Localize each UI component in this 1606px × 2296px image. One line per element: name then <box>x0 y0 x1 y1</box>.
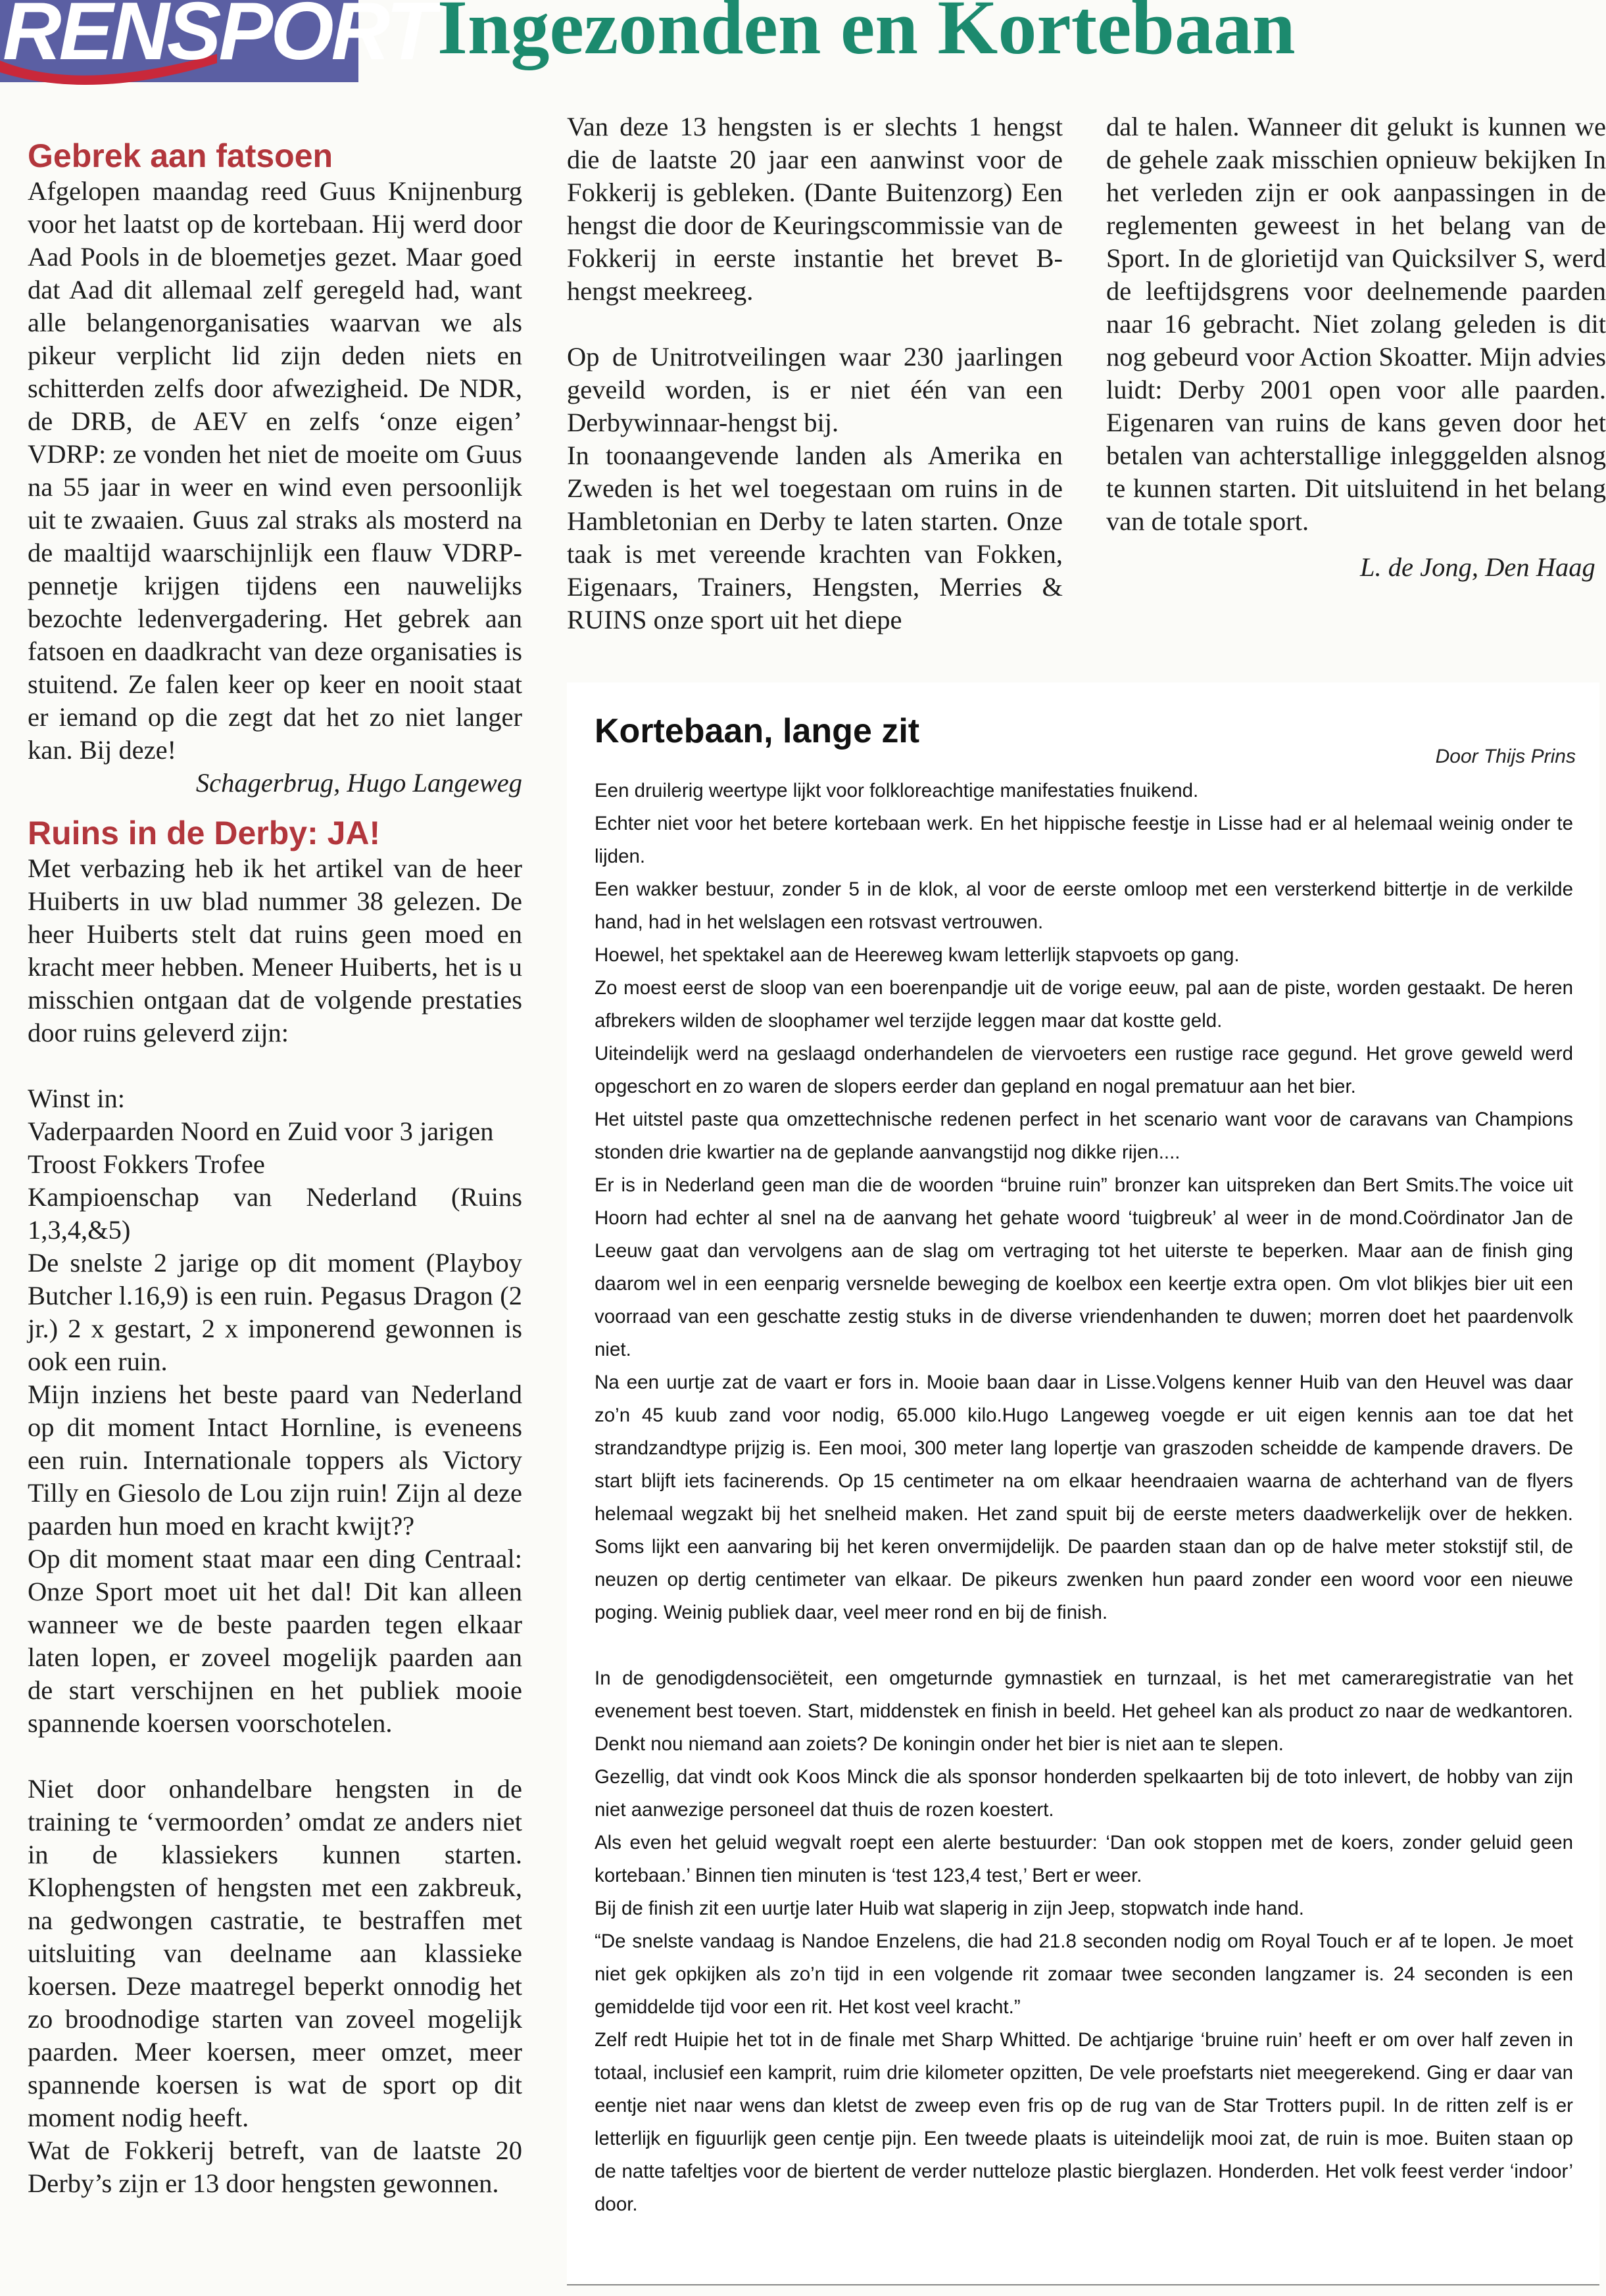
letter-paragraph: Op dit moment staat maar een ding Centraal: Onze Sport moet uit het dal! Dit kan alleen wanneer we de beste paarden tegen elkaar laten lopen, er zoveel mogelijk paarden aan de start verschijnen en het publiek mooie spannende koersen voorschotelen. <box>28 1544 522 1738</box>
letter-paragraph: Afgelopen maandag reed Guus Knijnenburg voor het laatst op de kortebaan. Hij werd door Aad Pools in de bloemetjes gezet. Maar goed dat Aad dit allemaal zelf geregeld had, want alle belangenorganisaties waarvan we als pikeur verplicht lid zijn deden niets en schitterden zelfs door afwezigheid. De NDR, de DRB, de AEV en zelfs ‘onze eigen’ VDRP: ze vonden het niet de moeite om Guus na 55 jaar in weer en wind even persoonlijk uit te zwaaien. Guus zal straks als mosterd na de maaltijd waarschijnlijk een flauw VDRP-pennetje krijgen tijdens een nauwelijks bezochte ledenvergadering. Het gebrek aan fatsoen en daadkracht van deze organisaties is stuitend. Ze falen keer op keer en nooit staat er iemand op die zegt dat het zo niet langer kan. Bij deze! <box>28 176 522 765</box>
article-paragraph: Zelf redt Huipie het tot in de finale met Sharp Whitted. De achtjarige ‘bruine ruin’ heeft er om over half zeven in totaal, inclusief een kamprit, ruim drie kilometer opzitten, De vele proefstarts niet meegerekend. Ging er daar van eentje niet naar wens dan kletst de zweep even fris op de rug van de Star Trotters pupil. In de ritten zelf is er letterlijk en figuurlijk geen centje pijn. Een tweede plaats is uiteindelijk mooi zat, de ruin is moe. Buiten staan op de natte tafeltjes voor de biertent de verder nutteloze plastic bierglazen. Honderden. Het volk feest verder ‘indoor’ door. <box>595 2029 1573 2215</box>
article-box <box>567 682 1599 2283</box>
article-paragraph: Er is in Nederland geen man die de woorden “bruine ruin” bronzer kan uitspreken dan Bert Smits.The voice uit Hoorn had echter al snel na de aanvang het gehate woord ‘tuigbreuk’ al weer in de mond.Coördinator Jan de Leeuw gaat dan vervolgens aan de slag om vertraging tot het uiterste te beperken. Maar aan de finish ging daarom wel in een eenparig versnelde beweging de koelbox een keertje extra open. Om vlot blikjes bier uit een voorraad van een geschatte zestig stuks in de diverse vriendenhanden te duwen; morren doet het paardenvolk niet. <box>595 1174 1573 1360</box>
article-body <box>595 775 1573 2221</box>
page-title: Ingezonden en Kortebaan <box>437 0 1296 70</box>
letter-list-item: Vaderpaarden Noord en Zuid voor 3 jarigen <box>28 1116 494 1146</box>
letters-column-left <box>28 137 522 2200</box>
article-paragraph: Het uitstel paste qua omzettechnische redenen perfect in het scenario want voor de caravans van Champions stonden drie kwartier na de geplande aanvangstijd nog dikke rijen.... <box>595 1109 1573 1163</box>
letter-paragraph: Winst in: <box>28 1084 125 1113</box>
letter-signature: Schagerbrug, Hugo Langeweg <box>195 768 522 798</box>
article-title: Kortebaan, lange zit <box>595 712 920 750</box>
letter-paragraph: Mijn inziens het beste paard van Nederland op dit moment Intact Hornline, is eveneens een ruin. Internationale toppers als Victory Tilly en Giesolo de Lou zijn ruin! Zijn al deze paarden hun moed en kracht kwijt?? <box>28 1379 522 1541</box>
letter-paragraph: Niet door onhandelbare hengsten in de training te ‘vermoorden’ omdat ze anders niet in de klassiekers kunnen starten. Klophengsten of hengsten met een zakbreuk, na gedwongen castratie, te bestraffen met uitsluiting van deelname aan klassieke koersen. Deze maatregel beperkt onnodig het zo broodnodige starten van zoveel mogelijk paarden. Meer koersen, meer omzet, meer spannende koersen is wat de sport op dit moment nodig heeft. <box>28 1774 522 2132</box>
article-paragraph: Zo moest eerst de sloop van een boerenpandje uit de vorige eeuw, pal aan de piste, worden gestaakt. De heren afbrekers wilden de sloophamer wel terzijde leggen maar dat kostte geld. <box>595 977 1573 1032</box>
article-paragraph: Uiteindelijk werd na geslaagd onderhandelen de viervoeters een rustige race gegund. Het grove geweld werd opgeschort en zo waren de slopers eerder dan gepland en nogal prematuur aan het bier. <box>595 1043 1573 1097</box>
letter-paragraph: Op de Unitrotveilingen waar 230 jaarlingen geveild worden, is er niet één van een Derbywinnaar-hengst bij. <box>567 342 1063 437</box>
article-paragraph: “De snelste vandaag is Nandoe Enzelens, die had 21.8 seconden nodig om Royal Touch er af te lopen. Je moet niet gek opkijken als zo’n tijd in een volgende rit zomaar twee seconden langzamer is. 24 seconden is een gemiddelde tijd voor een rit. Het kost veel kracht.” <box>595 1930 1573 2018</box>
article-paragraph: Een druilerig weertype lijkt voor folkloreachtige manifestaties fnuikend. <box>595 780 1199 801</box>
article-paragraph: Echter niet voor het betere kortebaan werk. En het hippische feestje in Lisse had er al helemaal weinig onder te lijden. <box>595 813 1573 867</box>
letter-paragraph: In toonaangevende landen als Amerika en Zweden is het wel toegestaan om ruins in de Hambletonian en Derby te laten starten. Onze taak is met vereende krachten van Fokken, Eigenaars, Trainers, Hengsten, Merries & RUINS onze sport uit het diepe <box>567 441 1063 634</box>
letter-paragraph: dal te halen. Wanneer dit gelukt is kunnen we de gehele zaak misschien opnieuw bekijken In het verleden zijn er ook aanpassingen in de reglementen geweest in het belang van de Sport. In de glorietijd van Quicksilver S, werd de leeftijdsgrens voor deelnemende paarden naar 16 gebracht. Niet zolang geleden is dit nog gebeurd voor Action Skoatter. Mijn advies luidt: Derby 2001 open voor alle paarden. Eigenaren van ruins de kans geven door het betalen van achterstallige inlegggelden alsnog te kunnen starten. Dit uitsluitend in het belang van de totale sport. <box>1106 112 1606 536</box>
article-paragraph: Als even het geluid wegvalt roept een alerte bestuurder: ‘Dan ook stoppen met de koers, zonder geluid geen kortebaan.’ Binnen tien minuten is ‘test 123,4 test,’ Bert er weer. <box>595 1832 1573 1886</box>
letters-column-middle <box>567 110 1063 636</box>
article-paragraph: Hoewel, het spektakel aan de Heereweg kwam letterlijk stapvoets op gang. <box>595 944 1240 966</box>
letter-paragraph: Met verbazing heb ik het artikel van de heer Huiberts in uw blad nummer 38 gelezen. De heer Huiberts stelt dat ruins geen moed en kracht meer hebben. Meneer Huiberts, het is u misschien ontgaan dat de volgende prestaties door ruins geleverd zijn: <box>28 853 522 1047</box>
letter-paragraph: De snelste 2 jarige op dit moment (Playboy Butcher l.16,9) is een ruin. Pegasus Dragon (2 jr.) 2 x gestart, 2 x imponerend gewonnen is ook een ruin. <box>28 1248 522 1376</box>
letter-paragraph: Van deze 13 hengsten is er slechts 1 hengst die de laatste 20 jaar een aanwinst voor de Fokkerij is gebleken. (Dante Buitenzorg) Een hengst die door de Keuringscommissie van de Fokkerij in eerste instantie het brevet B-hengst meekreeg. <box>567 112 1063 306</box>
logo-text: RENSPORT <box>3 0 433 77</box>
rensport-logo <box>0 0 433 82</box>
letter-heading-fatsoen: Gebrek aan fatsoen <box>28 137 333 174</box>
article-paragraph: Een wakker bestuur, zonder 5 in de klok, al voor de eerste omloop met een versterkend bittertje in de verkilde hand, had in het welslagen een rotsvast vertrouwen. <box>595 878 1573 933</box>
letter-heading-ruins: Ruins in de Derby: JA! <box>28 815 381 851</box>
letter-list-item: Troost Fokkers Trofee <box>28 1149 265 1179</box>
article-paragraph: Bij de finish zit een uurtje later Huib wat slaperig in zijn Jeep, stopwatch inde hand. <box>595 1898 1304 1919</box>
article-byline: Door Thijs Prins <box>1435 746 1576 767</box>
paragraph-spacer <box>595 1629 1573 1662</box>
letter-paragraph: Wat de Fokkerij betreft, van de laatste 20 Derby’s zijn er 13 door hengsten gewonnen. <box>28 2136 522 2198</box>
letter-signature: L. de Jong, Den Haag <box>1360 552 1595 582</box>
article-paragraph: Gezellig, dat vindt ook Koos Minck die als sponsor honderden spelkaarten bij de toto inlevert, de hobby van zijn niet aanwezige personeel dat thuis de rozen koestert. <box>595 1766 1573 1821</box>
article-paragraph: In de genodigdensociëteit, een omgeturnde gymnastiek en turnzaal, is het met cameraregistratie van het evenement best toeven. Start, middenstek en finish in beeld. Het geheel kan als product zo naar de wedkantoren. Denkt nou niemand aan zoiets? De koningin onder het bier is niet aan te slepen. <box>595 1667 1573 1755</box>
article-paragraph: Na een uurtje zat de vaart er fors in. Mooie baan daar in Lisse.Volgens kenner Huib van den Heuvel was daar zo’n 45 kuub zand voor nodig, 65.000 kilo.Hugo Langeweg voegde er uit eigen kennis aan toe dat het strandzandtype prijzig is. Een mooi, 300 meter lang lopertje van graszoden scheidde de kampende dravers. De start blijft iets facinerends. Op 15 centimeter na om elkaar heendraaien waarna de achterhand van de flyers helemaal wegzakt bij het snelheid maken. Het zand spuit bij de eerste meters daadwerkelijk over de hekken. Soms lijkt een aanvaring bij het keren onvermijdelijk. De paarden staan dan op de halve meter stokstijf stil, de neuzen op dertig centimeter van elkaar. De pikeurs zwenken hun paard zonder een woord voor een nieuwe poging. Weinig publiek daar, veel meer rond en bij de finish. <box>595 1372 1573 1623</box>
letter-list-item: Kampioenschap van Nederland (Ruins 1,3,4,&5) <box>28 1182 522 1245</box>
bottom-divider <box>567 2284 1599 2285</box>
letters-column-right <box>1106 110 1606 584</box>
